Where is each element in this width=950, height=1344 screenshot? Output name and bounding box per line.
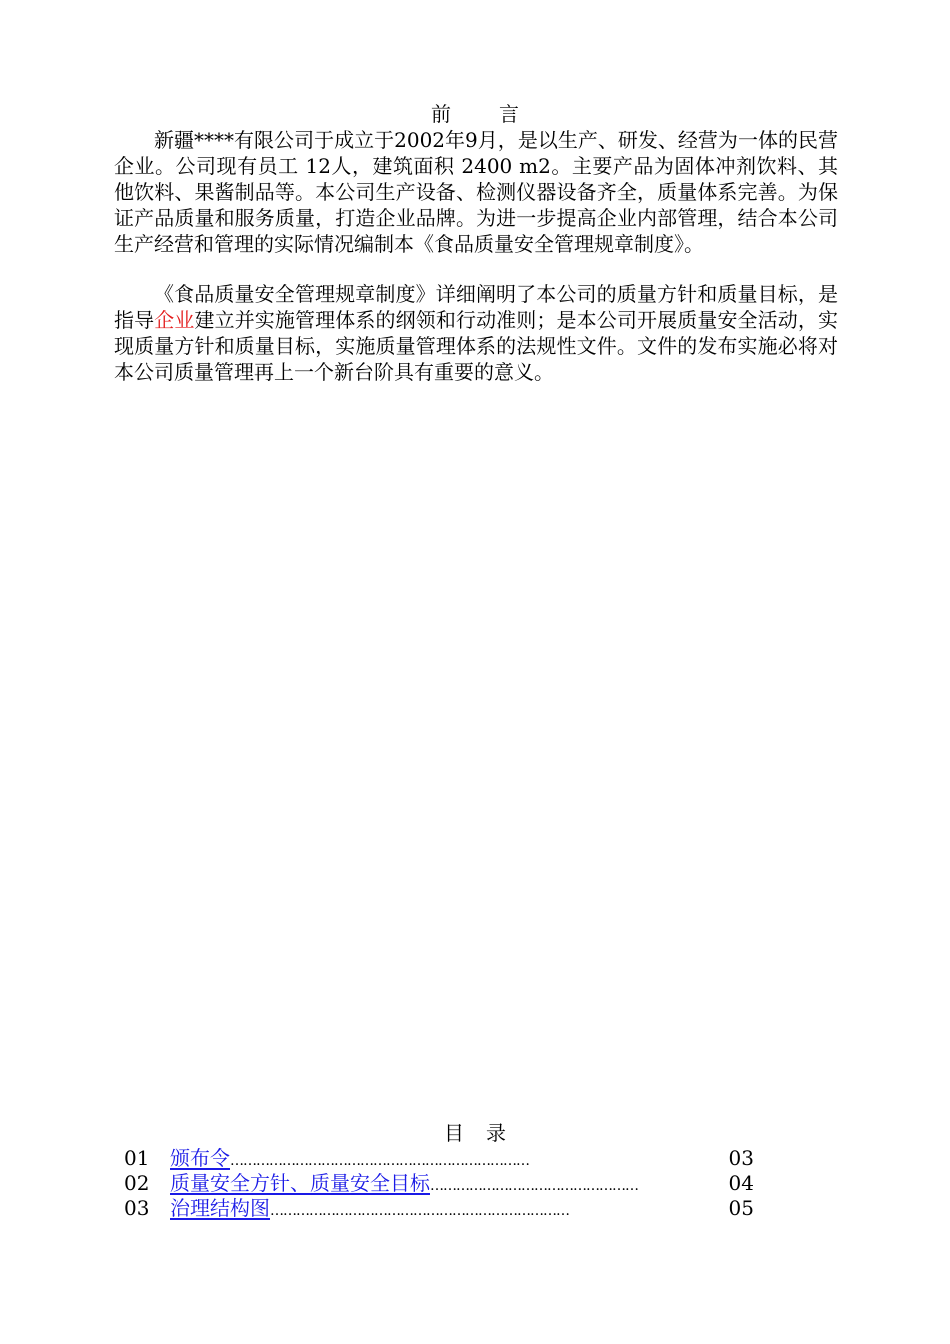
highlighted-word: 企业 xyxy=(154,308,195,332)
toc-entry-number: 03 xyxy=(124,1196,150,1220)
toc-title-char-2: 录 xyxy=(486,1121,506,1145)
toc-page-number: 05 xyxy=(728,1196,754,1220)
preface-title-char-2: 言 xyxy=(499,102,519,126)
toc-dot-leader: …………………………………………………………… xyxy=(230,1153,529,1169)
preface-paragraph-2-text-a: 《食品质量安全管理规章制度》详细阐明了本公司的质量方针和质量目标，是指导 xyxy=(114,282,838,332)
toc-entry xyxy=(124,1170,754,1196)
toc-title-char-1: 目 xyxy=(444,1121,464,1145)
toc-link-quality-policy[interactable]: 质量安全方针、质量安全目标 xyxy=(170,1171,430,1195)
toc-link-proclamation[interactable]: 颁布令 xyxy=(170,1146,230,1170)
preface-paragraph-2-text-b: 建立并实施管理体系的纲领和行动准则；是本公司开展质量安全活动，实现质量方针和质量目标，实施质量管理体系的法规性文件。文件的发布实施必将对本公司质量管理再上一个新台阶具有重要的意义。 xyxy=(114,308,839,384)
toc-page-number: 03 xyxy=(728,1146,754,1170)
toc-entry-number: 02 xyxy=(124,1171,150,1195)
toc-entry-number: 01 xyxy=(124,1146,150,1170)
preface-paragraph-1: 新疆****有限公司于成立于2002年9月，是以生产、研发、经营为一体的民营企业。公司现有员工 12人，建筑面积 2400 m2。主要产品为固体冲剂饮料、其他饮料、果酱制品等。本公司生产设备、检测仪器设备齐全，质量体系完善。为保证产品质量和服务质量，打造企业品牌。为进一步提高企业内部管理，结合本公司生产经营和管理的实际情况编制本《食品质量安全管理规章制度》。 xyxy=(114,128,838,256)
toc-entry xyxy=(124,1195,754,1221)
toc-link-governance-chart[interactable]: 治理结构图 xyxy=(170,1196,270,1220)
preface-title xyxy=(0,101,950,127)
toc-page-number: 04 xyxy=(728,1171,754,1195)
preface-paragraph-2 xyxy=(114,281,838,385)
toc-dot-leader: ………………………………………… xyxy=(430,1178,638,1194)
preface-title-char-1: 前 xyxy=(431,102,451,126)
toc-title xyxy=(0,1120,950,1146)
toc-entry xyxy=(124,1145,754,1171)
toc-dot-leader: …………………………………………………………… xyxy=(270,1203,569,1219)
